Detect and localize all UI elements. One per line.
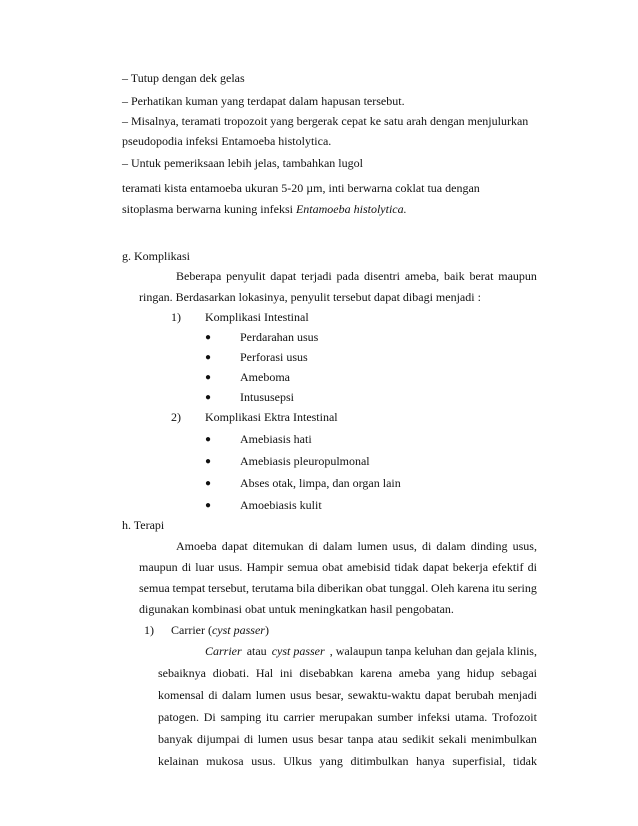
note-line-7-species: Entamoeba histolytica.	[295, 202, 407, 216]
sub-1-title-a: Carrier (	[171, 623, 212, 637]
bullet-icon: ●	[205, 456, 212, 467]
group-2-number: 2)	[171, 410, 181, 424]
lead-italic-2: cyst passer	[271, 644, 325, 658]
bullet-icon: ●	[205, 434, 212, 445]
sub-1-number: 1)	[144, 623, 154, 637]
sub-1-line-5: kelainan mukosa usus. Ulkus yang ditimbulkan hanya superfisial, tidak	[158, 754, 537, 768]
section-h-para-line-2: maupun di luar usus. Hampir semua obat amebisid tidak dapat bekerja efektif di	[139, 560, 537, 574]
bullet-icon: ●	[205, 478, 212, 489]
sub-1-line-3: patogen. Di samping itu carrier merupakan sumber infeksi utama. Trofozoit	[158, 710, 537, 724]
list-item: Amoebiasis kulit	[240, 498, 322, 512]
sub-1-title-b: )	[264, 623, 269, 637]
note-line-7-text: sitoplasma berwarna kuning infeksi	[122, 202, 296, 216]
bullet-icon: ●	[205, 332, 212, 343]
bullet-icon: ●	[205, 500, 212, 511]
note-line-7	[122, 202, 407, 217]
note-line-5: – Untuk pemeriksaan lebih jelas, tambahkan lugol	[122, 156, 363, 170]
note-line-3: – Misalnya, teramati tropozoit yang bergerak cepat ke satu arah dengan menjulurkan	[122, 114, 529, 128]
section-h-para-line-1: Amoeba dapat ditemukan di dalam lumen usus, di dalam dinding usus,	[176, 539, 537, 553]
list-item: Amebiasis hati	[240, 432, 312, 446]
section-g-para-line-1: Beberapa penyulit dapat terjadi pada disentri ameba, baik berat maupun	[176, 269, 537, 283]
bullet-icon: ●	[205, 392, 212, 403]
lead-mid: atau	[246, 644, 267, 658]
sub-1-line-1: sebaiknya diobati. Hal ini disebabkan karena ameba yang hidup sebagai	[158, 666, 537, 680]
list-item: Perforasi usus	[240, 350, 308, 364]
note-line-6: teramati kista entamoeba ukuran 5-20 µm, inti berwarna coklat tua dengan	[122, 181, 480, 195]
sub-1-lead-line	[205, 644, 537, 659]
section-h-para-line-4: digunakan kombinasi obat untuk meningkatkan hasil pengobatan.	[139, 602, 454, 616]
sub-1-title-italic: cyst passer	[211, 623, 265, 637]
lead-rest: , walaupun tanpa keluhan dan gejala klinis,	[329, 644, 537, 658]
list-item: Ameboma	[240, 370, 290, 384]
list-item: Perdarahan usus	[240, 330, 319, 344]
sub-1-line-2: komensal di dalam lumen usus besar, sewaktu-waktu dapat berubah menjadi	[158, 688, 537, 702]
bullet-icon: ●	[205, 372, 212, 383]
section-h-heading: h. Terapi	[122, 518, 165, 532]
section-g-heading: g. Komplikasi	[122, 249, 190, 263]
group-2-title: Komplikasi Ektra Intestinal	[205, 410, 338, 424]
note-line-1: – Tutup dengan dek gelas	[122, 71, 245, 85]
sub-1-line-4: banyak dijumpai di lumen usus besar tanpa atau sedikit sekali menimbulkan	[158, 732, 537, 746]
group-1-title: Komplikasi Intestinal	[205, 310, 309, 324]
group-1-number: 1)	[171, 310, 181, 324]
list-item: Amebiasis pleuropulmonal	[240, 454, 370, 468]
section-g-para-line-2: ringan. Berdasarkan lokasinya, penyulit tersebut dapat dibagi menjadi :	[139, 290, 481, 304]
list-item: Abses otak, limpa, dan organ lain	[240, 476, 401, 490]
note-line-4: pseudopodia infeksi Entamoeba histolytica.	[122, 134, 332, 148]
section-h-para-line-3: semua tempat tersebut, terutama bila diberikan obat tunggal. Oleh karena itu sering	[139, 581, 537, 595]
sub-1-title	[171, 623, 269, 638]
note-line-2: – Perhatikan kuman yang terdapat dalam hapusan tersebut.	[122, 94, 405, 108]
bullet-icon: ●	[205, 352, 212, 363]
list-item: Intususepsi	[240, 390, 294, 404]
lead-italic-1: Carrier	[205, 644, 242, 658]
